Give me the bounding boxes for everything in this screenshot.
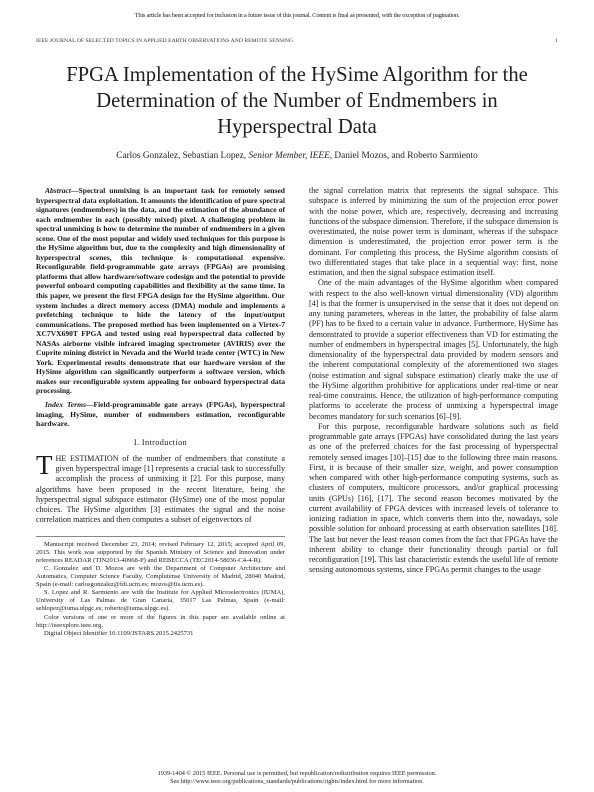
footnotes (36, 536, 285, 638)
abstract-lead: Abstract (45, 186, 71, 195)
rights-link-line: See http://www.ieee.org/publications_standards/publications/rights/index.html for more information. (170, 778, 424, 785)
footnote-affiliation-ucm: C. Gonzalez and D. Mozos are with the Department of Computer Architecture and Automatics, Computer Science Faculty, Complutense University of Madrid, 28040 Madrid, Spain (e-mail: carlosgonzalez@fdi.ucm.es; mozos@fis.ucm.es). (36, 564, 285, 589)
intro-text: HE ESTIMATION of the number of endmembers that constitute a given hyperspectral image [1] represents a crucial task to successfully accomplish the process of unmixing it [2]. For this purpose, many algorithms have been proposed in the recent literature, being the hyperspectral signal subspace estimator (HySime) one of the most popular choices. The HySime algorithm [3] estimates the signal and the noise correlation matrices and then computes a subset of eigenvectors of (36, 453, 285, 525)
footnote-affiliation-iuma: S. Lopez and R. Sarmiento are with the Institute for Applied Microelectronics (IUMA), University of Las Palmas de Gran Canaria, 35017 Las Palmas, Spain (e-mail: seblopez@iuma.ulpgc.es; roberto@iuma.ulpgc.es). (36, 589, 285, 613)
intro-paragraph (36, 449, 285, 526)
running-head (36, 38, 558, 44)
footnote-color-versions: Color versions of one or more of the figures in this paper are available online at http://ieeexplore.ieee.org. (36, 613, 285, 629)
left-column (36, 186, 285, 638)
journal-name: IEEE JOURNAL OF SELECTED TOPICS IN APPLIED EARTH OBSERVATIONS AND REMOTE SENSING (36, 38, 294, 44)
author-role: Senior Member, IEEE, (248, 151, 333, 161)
index-terms-text: —Field-programmable gate arrays (FPGAs), hyperspectral imaging, HySime, number of endmembers estimation, reconfigurable hardware. (36, 400, 285, 429)
body-paragraph: For this purpose, reconfigurable hardware solutions such as field programmable gate arrays (FPGAs) have consolidated during the last years as one of the preferred choices for the fast processing of hyperspectral remotely sensed images [10]–[15] due to the following three main reasons. First, it is because of their smaller size, weight, and power consumption when compared with other high-performance computing systems, such as clusters of computers, multicore processors, and/or graphical processing units (GPUs) [16], [17]. The second reason becomes motivated by the current availability of FPGA devices with increased levels of tolerance to ionizing radiation in space, which converts them into the, nowadays, sole possible solution for onboard processing at earth observation satellites [18]. The last but never the least reason comes from the fact that FPGAs have the inherent ability to change their functionality through partial or full reconfiguration [19]. This last characteristic extends the useful life of remote sensing autonomous systems, since FPGAs permit changes to the usage (309, 421, 558, 575)
drop-cap: T (36, 449, 53, 480)
author-line (36, 151, 558, 161)
authors-prefix: Carlos Gonzalez, Sebastian Lopez, (116, 151, 247, 161)
copyright-footer (36, 770, 558, 786)
abstract-text: —Spectral unmixing is an important task for remotely sensed hyperspectral data exploitation. It amounts the identification of pure spectral signatures (endmembers) in the data, and the estimation of the abundance of each endmember in each (possibly mixed) pixel. A challenging problem in spectral unmixing is how to determine the number of endmembers in a given scene. One of the most popular and widely used techniques for this purpose is the HySime algorithm but, due to the complexity and high dimensionality of hyperspectral scenes, this technique is computational expensive. Reconfigurable field-programmable gate arrays (FPGAs) are promising platforms that allow hardware/software codesign and the potential to provide powerful onboard computing capabilities and flexibility at the same time. In this paper, we present the first FPGA design for the HySime algorithm. Our system includes a direct memory access (DMA) module and implements a prefetching technique to hide the latency of the input/output communications. The proposed method has been implemented on a Virtex-7 XC7VX690T FPGA and tested using real hyperspectral data collected by NASAs airborne visible infrared imaging spectrometer (AVIRIS) over the Cuprite mining district in Nevada and the World trade center (WTC) in New York. Experimental results demonstrate that our hardware version of the HySime algorithm can significantly outperform a software version, which makes our reconfigurable system appealing for onboard hyperspectral data processing. (36, 186, 285, 396)
footnote-doi: Digital Object Identifier 10.1109/JSTARS.2015.2425731 (44, 629, 194, 637)
abstract (36, 186, 285, 396)
right-column (309, 186, 558, 576)
body-paragraph: One of the main advantages of the HySime algorithm when compared with respect to the also well-known virtual dimensionality (VD) algorithm [4] is that the former is unsupervised in the sense that it does not depend on any tuning parameters, whereas in the latter, the probability of false alarm (PF) has to be fixed to a certain value in advance. Furthermore, HySime has demonstrated to provide a superior effectiveness than VD for estimating the number of endmembers in hyperspectral images [5]. Unfortunately, the high dimensionality of the hyperspectral data provided by modern sensors and the inherent computational complexity of the aforementioned two stages (noise estimation and signal subspace estimation) clearly make the use of the HySime algorithm prohibitive for applications under real-time or near real-time constraints. Hence, the utilization of high-performance computing platforms to accelerate the process of unmixing a hyperspectral image becomes mandatory for such scenarios [6]–[9]. (309, 278, 558, 421)
index-terms-lead: Index Terms (45, 400, 86, 410)
body-paragraph: the signal correlation matrix that represents the signal subspace. This subspace is inferred by minimizing the sum of the projection error power with the noise power, which are, respectively, decreasing and increasing functions of the subspace dimension. Therefore, if the subspace dimension is overestimated, the noise power term is dominant, whereas if the subspace dimension is underestimated, the projection error power term is the dominant. For completing this process, the HySime algorithm consists of two differentiated stages that take place in a sequential way: first, noise estimation, and then the signal subspace estimation itself. (309, 186, 558, 277)
copyright-line: 1939-1404 © 2015 IEEE. Personal use is permitted, but republication/redistribution requires IEEE permission. (157, 770, 437, 777)
page-number: 1 (555, 38, 558, 44)
index-terms (36, 400, 285, 429)
footnote-manuscript: Manuscript received December 23, 2014; revised February 12, 2015; accepted April 09, 2015. This work was supported by the Spanish Ministry of Science and Innovation under references READAR (TIN2013-40968-P) and REBECCA (TEC2014-58036-C4-4-R). (36, 540, 285, 564)
section-heading-introduction: I. Introduction (133, 437, 188, 447)
authors-suffix: Daniel Mozos, and Roberto Sarmiento (334, 151, 478, 161)
acceptance-notice: This article has been accepted for inclusion in a future issue of this journal. Content is final as presented, with the exception of pagination. (134, 12, 460, 19)
paper-title: FPGA Implementation of the HySime Algorithm for the Determination of the Number of Endmembers in Hyperspectral Data (66, 64, 528, 138)
